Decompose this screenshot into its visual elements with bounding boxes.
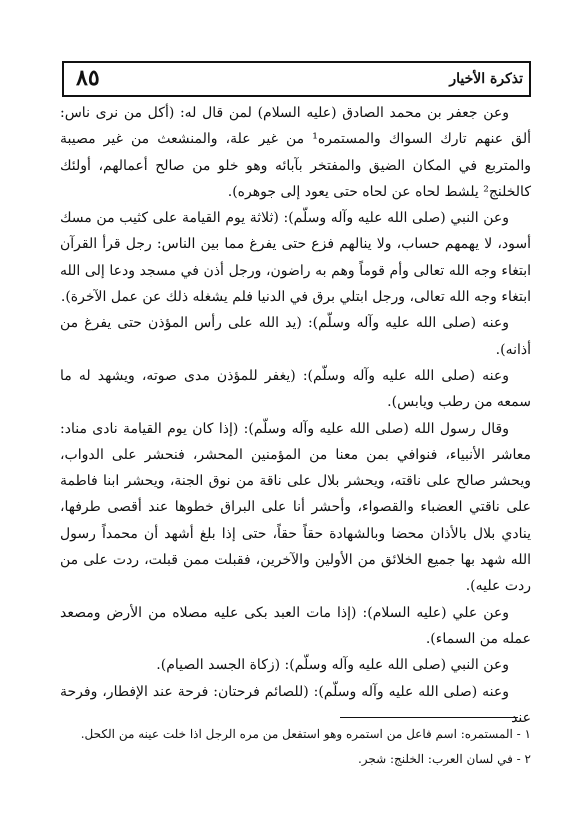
paragraph-5: وقال رسول الله (صلى الله عليه وآله وسلّم): (إذا كان يوم القيامة نادى مناد: معاشر الأنبياء، فنوافي بمن معنا من المؤمنين المحشر، فنحشر على الدواب، ويحشر صالح على ناقته، ويحشر بلال على ناقة من نوق الجنة، ويحشر ابنا فاطمة على ناقتي العضباء والقصواء، وأحشر أنا على البراق خطوها عند أقصى طرفها، ينادي بلال بالأذان محضا وبالشهادة حقاً حقاً، حتى إذا بلغ أشهد أن محمداً رسول الله شهد بها جميع الخلائق من الأولين والآخرين، فقبلت ممن قبلت، ردت على من ردت عليه). [60,420,531,595]
main-text [60,100,531,731]
paragraph-8: وعنه (صلى الله عليه وآله وسلّم): (للصائم فرحتان: فرحة عند الإفطار، وفرحة عند [60,683,531,726]
paragraph-3: وعنه (صلى الله عليه وآله وسلّم): (يد الله على رأس المؤذن حتى يفرغ من أذانه). [60,315,531,358]
running-header [62,61,531,97]
footnotes [60,722,531,772]
footnote-1: ١ - المستمره: اسم فاعل من استمره وهو استفعل من مره الرجل اذا خلت عينه من الكحل. [80,727,531,741]
paragraph-4: وعنه (صلى الله عليه وآله وسلّم): (يغفر للمؤذن مدى صوته، ويشهد له ما سمعه من رطب ويابس). [60,367,531,411]
footnote-divider [340,717,518,718]
page-number: ٨٥ [76,65,100,91]
running-title: تذكرة الأخيار [449,71,523,87]
footnote-2: ٢ - في لسان العرب: الخلنج: شجر. [357,752,531,766]
paragraph-2: وعن النبي (صلى الله عليه وآله وسلّم): (ثلاثة يوم القيامة على كثيب من مسك أسود، لا يهمهم حساب، ولا ينالهم فزع حتى يفرغ مما بين الناس: رجل قرأ القرآن ابتغاء وجه الله تعالى وأم قوماً وهم به راضون، ورجل أذن في مسجد ودعا إلى الله ابتغاء وجه الله تعالى، ورجل ابتلي برق في الدنيا فلم يشغله ذلك عن عمل الآخرة). [60,210,531,306]
paragraph-1: وعن جعفر بن محمد الصادق (عليه السلام) لمن قال له: (أكل من نرى ناس: ألق عنهم تارك السواك والمستمره¹ من غير علة، والمنشعث من غير مصيبة والمتربع في المكان الضيق والمفتخر بآبائه وهو خلو من صالح أعمالهم، أولئك كالخلنج² يلشط لحاه عن لحاه حتى يعود إلى جوهره). [60,105,531,200]
paragraph-7: وعن النبي (صلى الله عليه وآله وسلّم): (زكاة الجسد الصيام). [156,657,509,674]
paragraph-6: وعن علي (عليه السلام): (إذا مات العبد بكى عليه مصلاه من الأرض ومصعد عمله من السماء). [60,604,531,647]
